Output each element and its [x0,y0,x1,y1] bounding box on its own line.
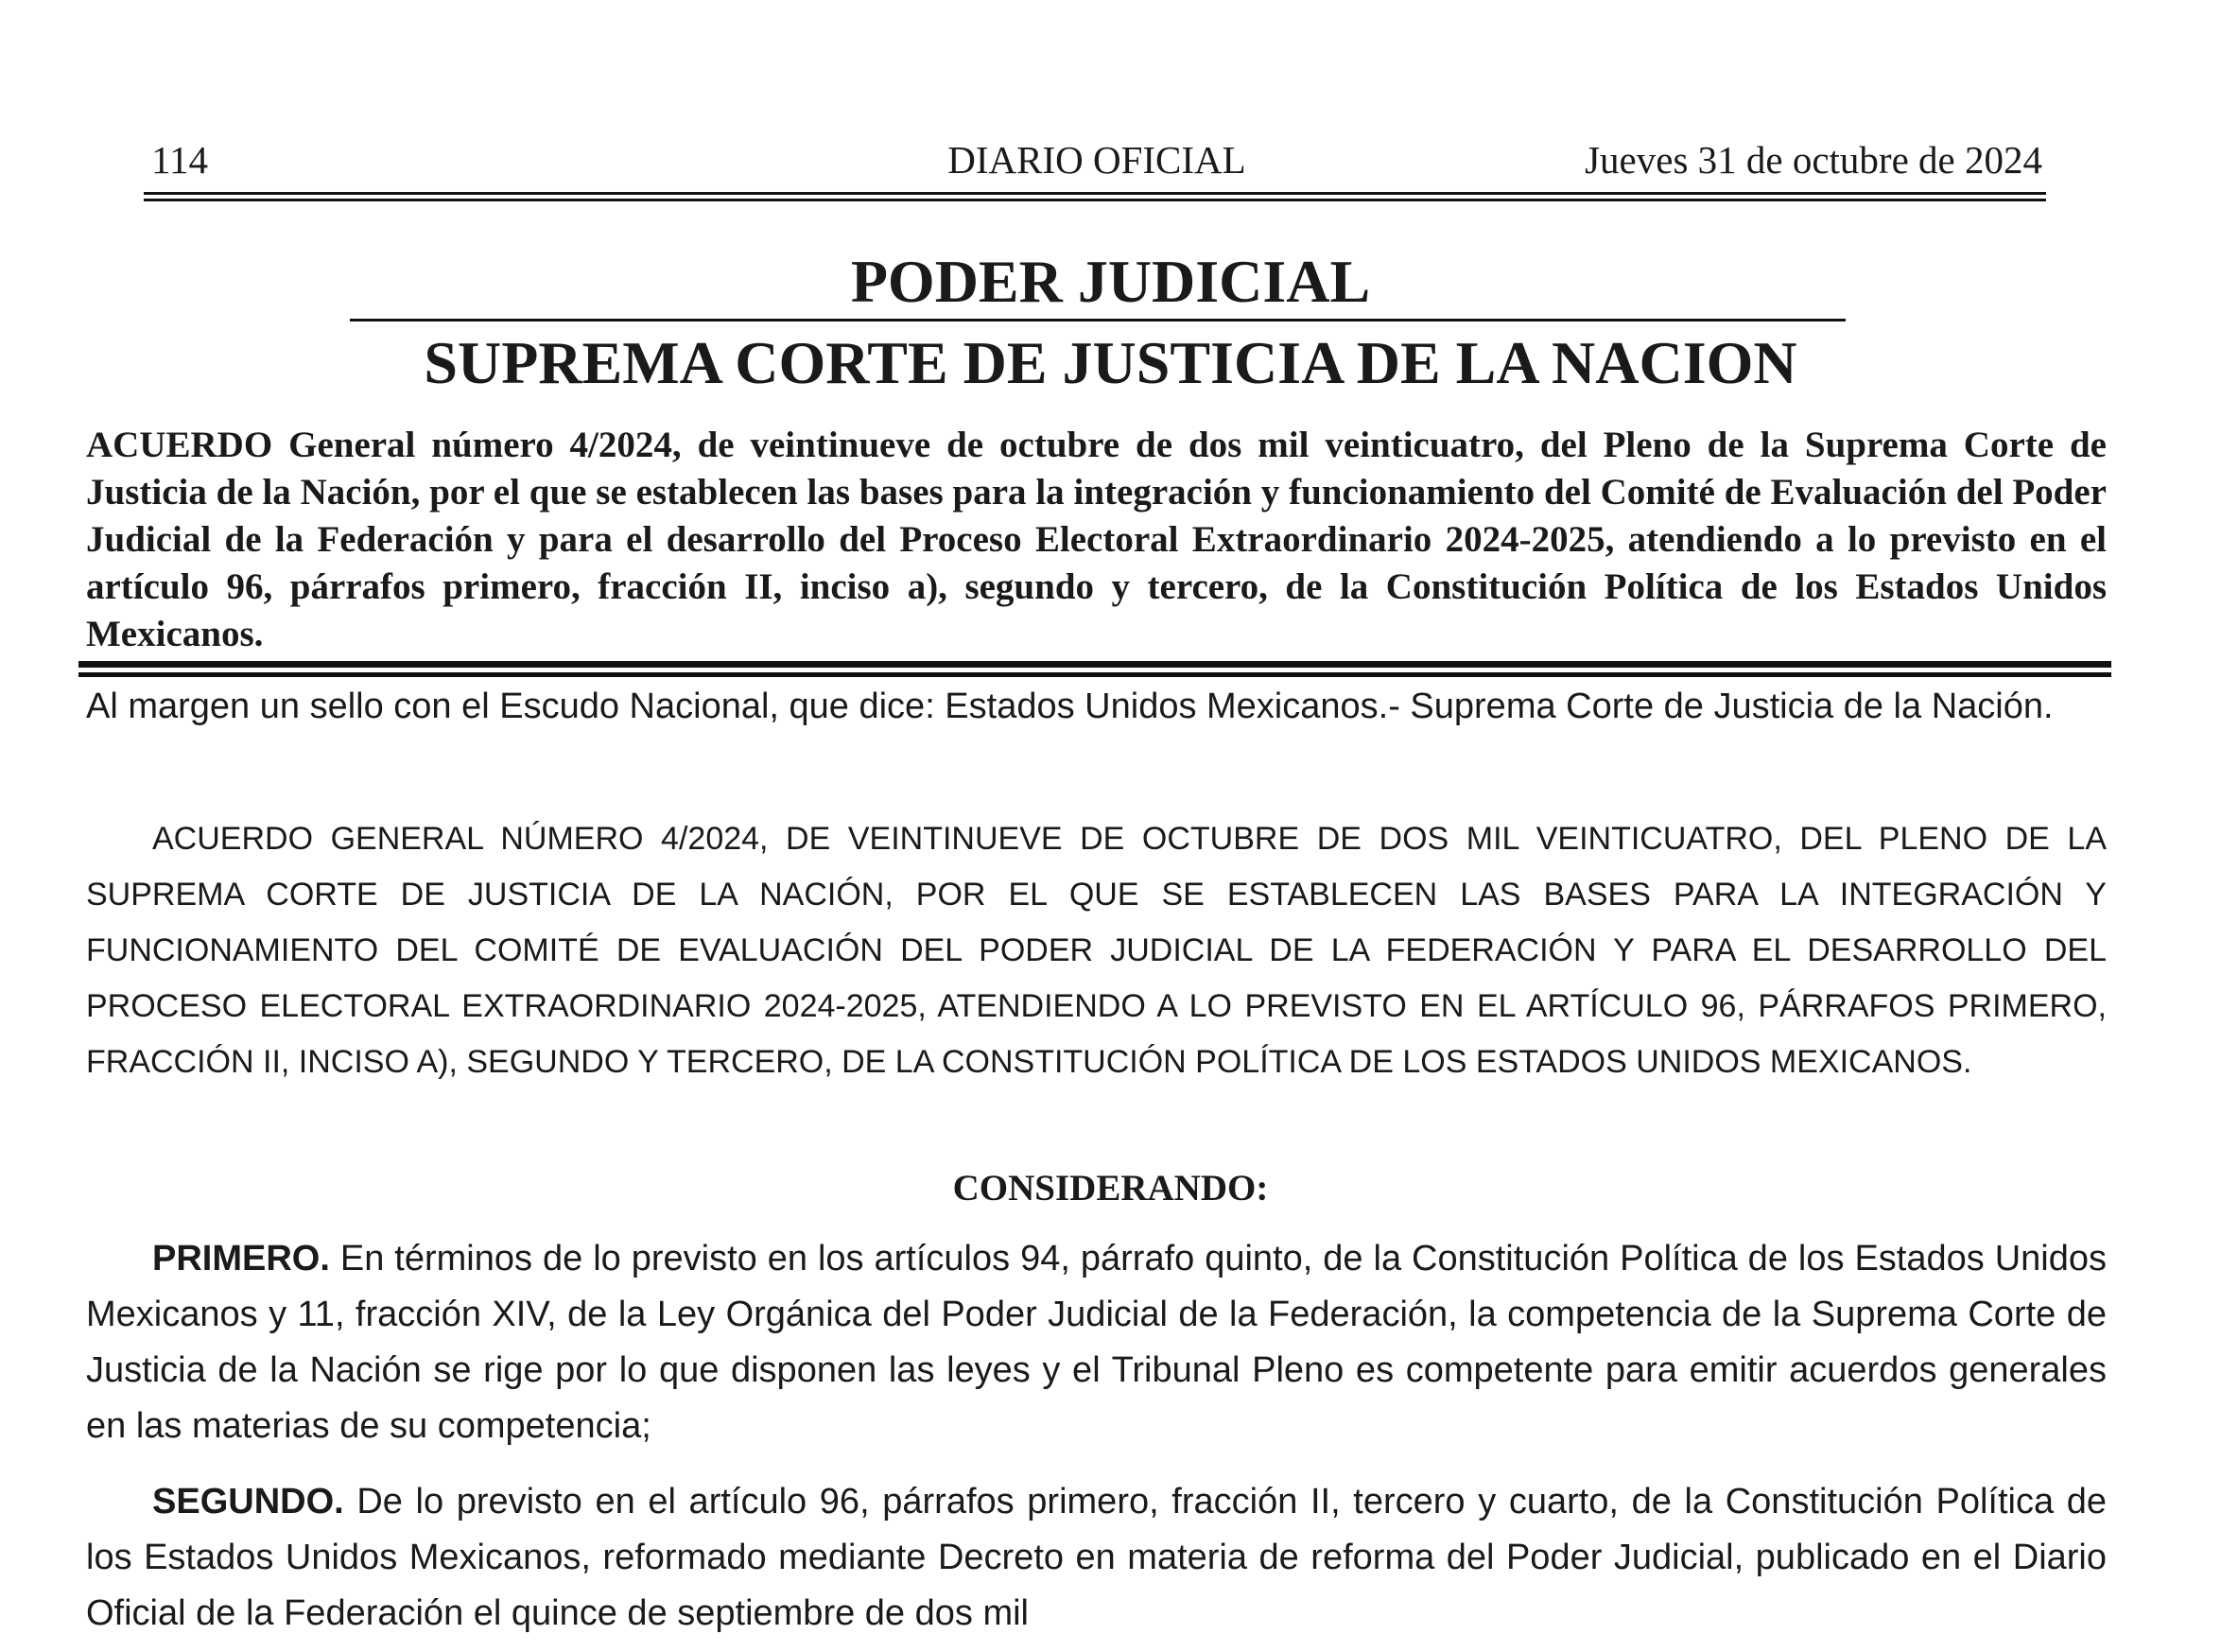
paragraph-primero [86,1231,2107,1454]
paragraph-segundo-text: De lo previsto en el artículo 96, párrafos primero, fracción II, tercero y cuarto, de la Constitución Política de los Estados Unidos Mexicanos, reformado mediante Decreto en materia de reforma del Poder Judicial, publicado en el Diario Oficial de la Federación el quince de septiembre de dos mil [86,1482,2107,1633]
agreement-summary: ACUERDO General número 4/2024, de veintinueve de octubre de dos mil veinticuatro, del Pleno de la Suprema Corte de Justicia de la Nación, por el que se establecen las bases para la integración y funcionamiento del Comité de Evaluación del Poder Judicial de la Federación y para el desarrollo del Proceso Electoral Extraordinario 2024-2025, atendiendo a lo previsto en el artículo 96, párrafos primero, fracción II, inciso a), segundo y tercero, de la Constitución Política de los Estados Unidos Mexicanos. [86,425,2107,654]
agreement-title-uppercase: ACUERDO GENERAL NÚMERO 4/2024, DE VEINTINUEVE DE OCTUBRE DE DOS MIL VEINTICUATRO, DEL PLENO DE LA SUPREMA CORTE DE JUSTICIA DE LA NACIÓN, POR EL QUE SE ESTABLECEN LAS BASES PARA LA INTEGRACIÓN Y FUNCIONAMIENTO DEL COMITÉ DE EVALUACIÓN DEL PODER JUDICIAL DE LA FEDERACIÓN Y PARA EL DESARROLLO DEL PROCESO ELECTORAL EXTRAORDINARIO 2024-2025, ATENDIENDO A LO PREVISTO EN EL ARTÍCULO 96, PÁRRAFOS PRIMERO, FRACCIÓN II, INCISO A), SEGUNDO Y TERCERO, DE LA CONSTITUCIÓN POLÍTICA DE LOS ESTADOS UNIDOS MEXICANOS. [86,821,2107,1080]
considerando-heading: CONSIDERANDO: [952,1168,1269,1209]
page-number: 114 [151,138,208,182]
paragraph-segundo [86,1474,2107,1642]
publication-title: DIARIO OFICIAL [947,138,1246,182]
section-title-rule [350,319,1846,322]
summary-rule-bottom [78,672,2111,677]
paragraph-segundo-lead: SEGUNDO. [152,1482,344,1522]
section-court-title: SUPREMA CORTE DE JUSTICIA DE LA NACION [424,329,1797,396]
header-rule-bottom [144,199,2046,201]
paragraph-primero-text: En términos de lo previsto en los artículos 94, párrafo quinto, de la Constitución Política de los Estados Unidos Mexicanos y 11, fracción XIV, de la Ley Orgánica del Poder Judicial de la Federación, la competencia de la Suprema Corte de Justicia de la Nación se rige por lo que disponen las leyes y el Tribunal Pleno es competente para emitir acuerdos generales en las materias de su competencia; [86,1239,2107,1446]
margin-note: Al margen un sello con el Escudo Nacional, que dice: Estados Unidos Mexicanos.- Suprema Corte de Justicia de la Nación. [86,687,2054,726]
header-rule-top [144,192,2046,195]
publication-date: Jueves 31 de octubre de 2024 [1585,138,2042,182]
page-header [151,135,2042,184]
summary-rule-top [78,661,2111,668]
paragraph-primero-lead: PRIMERO. [152,1239,330,1278]
section-branch-title: PODER JUDICIAL [850,248,1371,315]
